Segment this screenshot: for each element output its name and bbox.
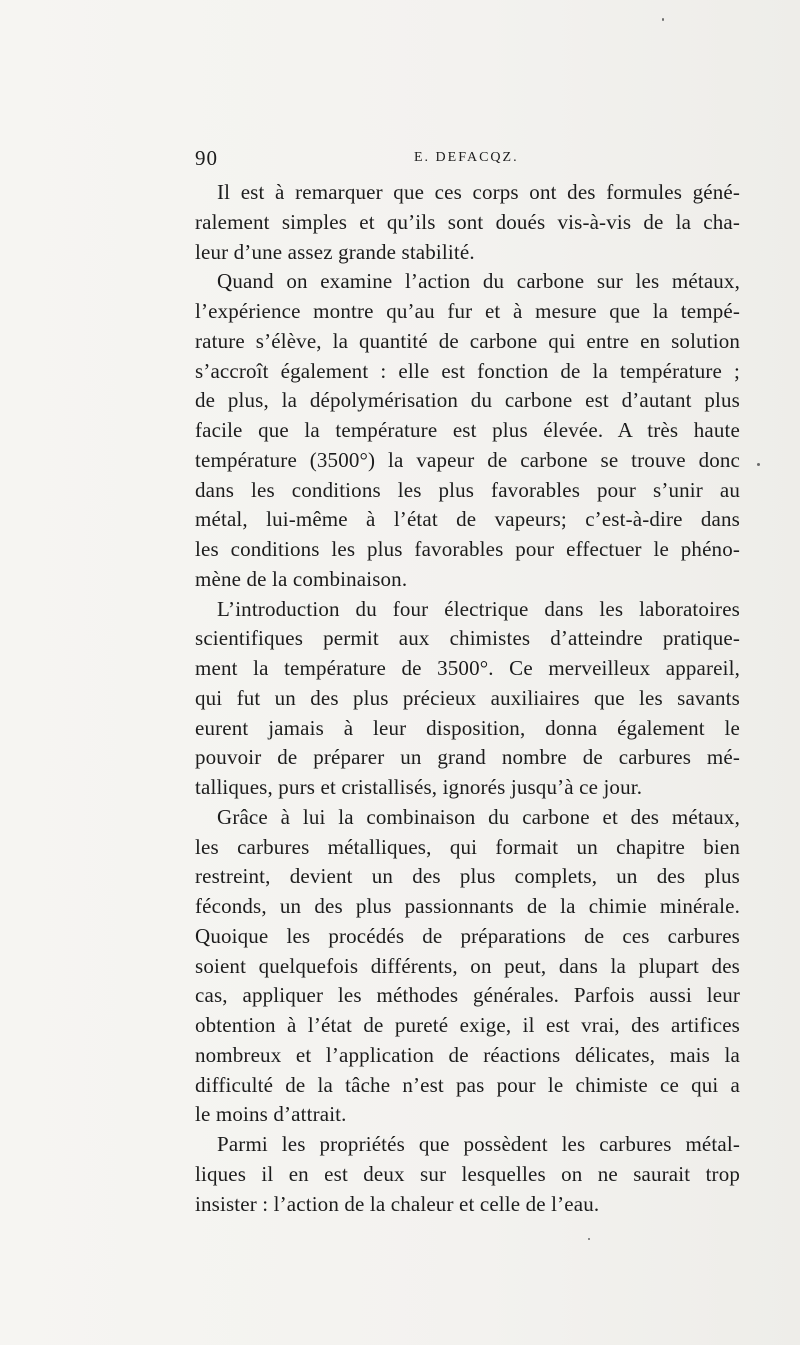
paragraph: [195, 595, 740, 803]
paragraph: [195, 267, 740, 594]
scan-speck: [588, 1238, 590, 1240]
text-line: obtention à l’état de pureté exige, il est vrai, des artifices: [195, 1013, 740, 1037]
text-line: Quoique les procédés de préparations de ces carbures: [195, 923, 740, 948]
text-line: pouvoir de préparer un grand nombre de carbures mé-: [195, 745, 740, 770]
text-line: insister : l’action de la chaleur et celle de l’eau.: [195, 1191, 600, 1216]
running-head-author: E. DEFACQZ.: [414, 150, 519, 165]
text-line: eurent jamais à leur disposition, donna également le: [195, 715, 740, 740]
text-line: liques il en est deux sur lesquelles on ne saurait trop: [195, 1161, 740, 1186]
paragraph: [195, 803, 740, 1130]
text-line: leur d’une assez grande stabilité.: [195, 239, 475, 264]
text-line: de plus, la dépolymérisation du carbone est d’autant plus: [195, 388, 740, 413]
text-line: s’accroît également : elle est fonction de la température ;: [195, 358, 740, 383]
text-line: féconds, un des plus passionnants de la chimie minérale.: [195, 894, 740, 918]
text-line: ment la température de 3500°. Ce merveilleux appareil,: [195, 656, 740, 680]
text-line: qui fut un des plus précieux auxiliaires que les savants: [195, 685, 740, 710]
text-line: le moins d’attrait.: [195, 1102, 347, 1127]
paragraph: [195, 178, 740, 267]
text-line: mène de la combinaison.: [195, 566, 408, 591]
text-line: talliques, purs et cristallisés, ignorés jusqu’à ce jour.: [195, 775, 643, 799]
text-line: cas, appliquer les méthodes générales. Parfois aussi leur: [195, 983, 740, 1008]
body-text: [195, 178, 740, 1219]
text-line: scientifiques permit aux chimistes d’atteindre pratique-: [195, 626, 740, 651]
page-number: 90: [195, 146, 218, 170]
text-line: dans les conditions les plus favorables pour s’unir au: [195, 477, 740, 502]
scan-speck: [757, 463, 760, 466]
paragraph: [195, 1130, 740, 1219]
text-line: facile que la température est plus élevée. A très haute: [195, 418, 740, 442]
text-line: restreint, devient un des plus complets, un des plus: [195, 864, 740, 889]
text-line: Quand on examine l’action du carbone sur les métaux,: [217, 269, 740, 294]
text-line: les carbures métalliques, qui formait un chapitre bien: [195, 834, 740, 859]
scan-speck: [662, 18, 664, 21]
page-header: [195, 146, 735, 174]
text-line: soient quelquefois différents, on peut, dans la plupart des: [195, 953, 740, 978]
text-line: Parmi les propriétés que possèdent les carbures métal-: [217, 1132, 740, 1156]
text-line: difficulté de la tâche n’est pas pour le chimiste ce qui a: [195, 1072, 740, 1097]
text-line: L’introduction du four électrique dans les laboratoires: [217, 596, 740, 621]
text-line: température (3500°) la vapeur de carbone se trouve donc: [195, 447, 740, 472]
text-line: rature s’élève, la quantité de carbone qui entre en solution: [195, 328, 740, 353]
text-line: métal, lui-même à l’état de vapeurs; c’est-à-dire dans: [195, 507, 740, 532]
text-line: nombreux et l’application de réactions délicates, mais la: [195, 1042, 740, 1067]
text-line: les conditions les plus favorables pour effectuer le phéno-: [195, 537, 740, 561]
text-line: l’expérience montre qu’au fur et à mesure que la tempé-: [195, 299, 740, 323]
text-line: ralement simples et qu’ils sont doués vis-à-vis de la cha-: [195, 209, 740, 234]
text-line: Grâce à lui la combinaison du carbone et des métaux,: [217, 804, 740, 829]
text-line: Il est à remarquer que ces corps ont des formules géné-: [217, 180, 740, 204]
